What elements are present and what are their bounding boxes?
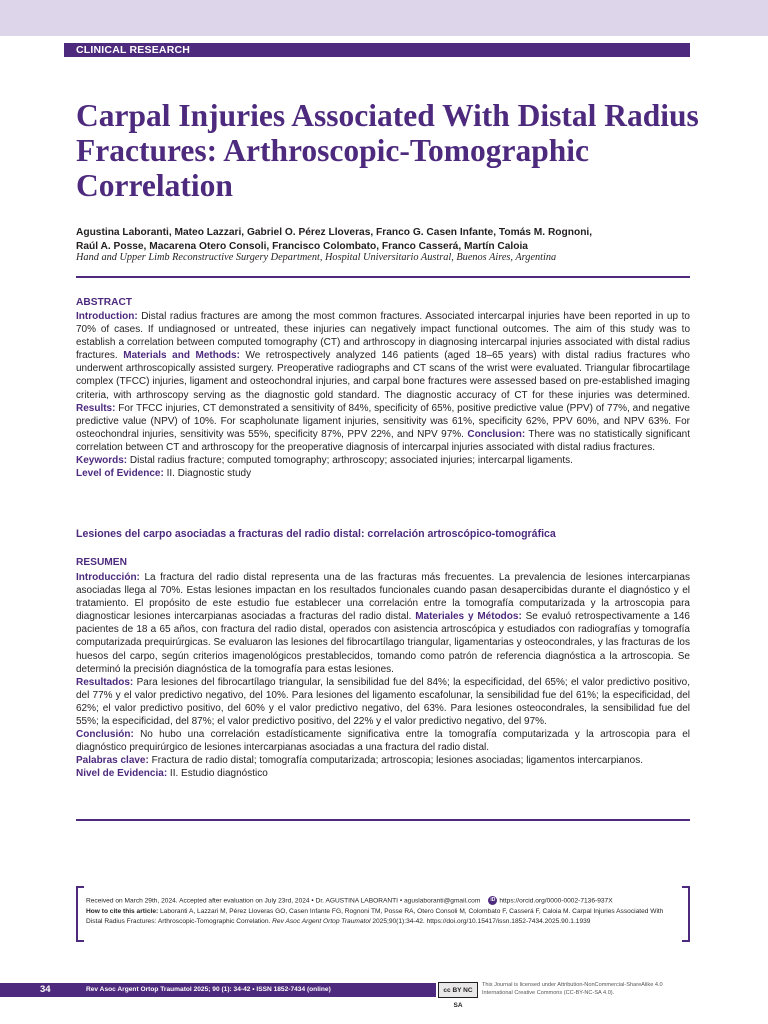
- keywords-label: Keywords:: [76, 455, 128, 467]
- abstract-results-label: Results:: [76, 402, 116, 414]
- cc-badge-text: cc BY NC SA: [443, 987, 473, 1009]
- resumen-intro-label: Introducción:: [76, 572, 140, 583]
- citation: [86, 907, 676, 928]
- level-text: II. Diagnostic study: [163, 468, 252, 480]
- abstract-methods-text: We retrospectively analyzed 146 patients (aged 18–65 years) with distal radius fractures who underwent arthroscopically assisted surgery. Preoperative radiographs and CT scans of the wrist were evaluated. Triangular fibrocartilage complex (TFCC) injuries, ligament and osteochondral injuries, and carpal bone fractures were assessed based on pre-established imaging criteria, with arthroscopy serving as the diagnostic gold standard. The diagnostic accuracy of CT for these injuries was determined.: [76, 350, 690, 401]
- right-bracket: [682, 886, 690, 942]
- resumen-methods-text: Se evaluó retrospectivamente a 146 pacientes de 18 a 65 años, con fractura del radio distal, operados con asistencia artroscópica y estudiados con radiografías y tomografía computarizada prequirúrgicas. Se evaluaron las lesiones del fibrocartílago triangular, ligamentarias y osteocondrales, y las fracturas de los huesos del carpo, según criterios imagenológicos prestablecidos, tomando como patrón de referencia diagnóstica a la artroscopia. Se determinó la precisión diagnóstica de la tomografía para estas lesiones.: [76, 611, 690, 675]
- divider-top: [76, 276, 690, 278]
- abstract-keywords: [76, 454, 690, 467]
- creative-commons-icon[interactable]: [438, 982, 478, 1009]
- keywords-text: Distal radius fracture; computed tomography; arthroscopy; associated injuries; intercarpal ligaments.: [127, 455, 573, 467]
- page-number: 34: [40, 984, 51, 995]
- received-line: [86, 896, 676, 907]
- article-info-box: [76, 886, 690, 942]
- cite-journal: Rev Asoc Argent Ortop Traumatol: [272, 918, 371, 926]
- orcid-link[interactable]: https://orcid.org/0000-0002-7136-937X: [499, 897, 613, 905]
- author-list: [76, 226, 696, 253]
- resumen-conclusion-label: Conclusión:: [76, 729, 134, 741]
- abstract-body: [76, 310, 690, 480]
- license-text: This Journal is licensed under Attribution-NonCommercial-ShareAlike 4.0 International Creative Commons (CC-BY-NC-SA 4.0).: [482, 982, 663, 996]
- cite-label: How to cite this article:: [86, 907, 159, 915]
- palabras-clave-label: Palabras clave:: [76, 755, 149, 767]
- abstract-level: [76, 467, 690, 480]
- resumen-level: [76, 767, 690, 780]
- footer-bar: [0, 983, 436, 997]
- journal-reference: Rev Asoc Argent Ortop Traumatol 2025; 90 (1): 34-42 • ISSN 1852-7434 (online): [86, 986, 331, 993]
- level-label: Level of Evidence:: [76, 468, 164, 480]
- affiliation: Hand and Upper Limb Reconstructive Surgery Department, Hospital Universitario Austral, Buenos Aires, Argentina: [76, 252, 557, 263]
- article-title: Carpal Injuries Associated With Distal Radius Fractures: Arthroscopic-Tomographic Correlation: [76, 98, 699, 203]
- resumen-keywords: [76, 754, 690, 767]
- section-label: CLINICAL RESEARCH: [76, 44, 191, 56]
- abstract-results-text: For TFCC injuries, CT demonstrated a sensitivity of 84%, specificity of 65%, positive predictive value (PPV) of 77%, and negative predictive value (NPV) of 10%. For scapholunate ligament injuries, sensitivity was 61%, specificity 62%, PPV 60%, and NPV 63%. For osteochondral injuries, sensitivity was 55%, specificity 87%, PPV 22%, and NPV 97%.: [76, 402, 690, 440]
- received-text: Received on March 29th, 2024. Accepted after evaluation on July 23rd, 2024 • Dr. AGUSTINA LABORANTI • aguslaboranti@gmail.com: [86, 897, 481, 905]
- spanish-title: Lesiones del carpo asociadas a fracturas del radio distal: correlación artroscópico-tomográfica: [76, 528, 556, 540]
- abstract-intro-label: Introduction:: [76, 311, 138, 322]
- resumen-results-text: Para lesiones del fibrocartílago triangular, la sensibilidad fue del 84%; la especificidad, del 65%; el valor predictivo positivo, del 77% y el valor predictivo negativo, del 10%. Para lesiones del ligamento escafolunar, la sensibilidad fue del 61%; la especificidad, del 62%; el valor predictivo positivo, del 60% y el valor predictivo negativo, del 63%. Para lesiones osteocondrales, la sensibilidad fue del 55%; la especificidad, del 87%; el valor predictivo positivo, del 22% y el valor predictivo negativo, del 97%.: [76, 676, 690, 728]
- authors-line-2: Raúl A. Posse, Macarena Otero Consoli, Francisco Colombato, Franco Casserá, Martín Caloia: [76, 240, 528, 252]
- abstract-methods-label: Materials and Methods:: [123, 350, 240, 362]
- resumen-conclusion-text: No hubo una correlación estadísticamente significativa entre la tomografía computarizada y la artroscopia para el diagnóstico prequirúrgico de lesiones intercarpianas asociadas a una fractura del radio distal.: [76, 729, 690, 754]
- resumen-conclusion: [76, 728, 690, 754]
- nivel-text: II. Estudio diagnóstico: [167, 768, 268, 780]
- cite-text: Laboranti A, Lazzari M, Pérez Lloveras GO, Casen Infante FG, Rognoni TM, Posse RA, Otero Consoli M, Colombato F, Casserá F, Caloia M. Carpal Injuries Associated With Distal Radius Fractures: Arthroscopic-Tomographic Correlation.: [86, 907, 664, 926]
- resumen-methods-label: Materiales y Métodos:: [415, 611, 522, 623]
- orcid-icon: iD: [490, 897, 496, 903]
- resumen-results-label: Resultados:: [76, 676, 134, 688]
- cite-doi[interactable]: 2025;90(1):34-42. https://doi.org/10.15417/issn.1852-7434.2025.90.1.1939: [370, 918, 591, 926]
- abstract-conclusion-text: There was no statistically significant correlation between CT and arthroscopy for the preoperative diagnosis of intercarpal injuries associated with distal radius fractures.: [76, 428, 690, 453]
- abstract-conclusion-label: Conclusion:: [467, 428, 526, 440]
- authors-line-1: Agustina Laboranti, Mateo Lazzari, Gabriel O. Pérez Lloveras, Franco G. Casen Infante, Tomás M. Rognoni,: [76, 227, 593, 238]
- abstract-heading: ABSTRACT: [76, 297, 133, 308]
- resumen-body: [76, 571, 690, 781]
- abstract-intro-text: Distal radius fractures are among the most common fractures. Associated intercarpal injuries have been reported in up to 70% of cases. If undiagnosed or untreated, these injuries can negatively impact functional outcomes. The aim of this study was to establish a correlation between computed tomography (CT) and arthroscopy in diagnosing intercarpal injuries associated with distal radius fractures.: [76, 311, 690, 362]
- top-color-band: [0, 0, 768, 36]
- resumen-results: [76, 676, 690, 728]
- divider-bottom: [76, 819, 690, 821]
- left-bracket: [76, 886, 84, 942]
- resumen-intro-text: La fractura del radio distal representa una de las fracturas más frecuentes. La prevalencia de lesiones intercarpianas asociadas llega al 70%. Estas lesiones impactan en los resultados funcionales cuando pasan desapercibidas durante el diagnóstico y el tratamiento. El propósito de este estudio fue establecer una correlación entre la tomografía computarizada y la artroscopia para diagnosticar lesiones intercarpianas asociadas a fracturas del radio distal.: [76, 572, 690, 623]
- nivel-label: Nivel de Evidencia:: [76, 768, 168, 780]
- palabras-clave-text: Fractura de radio distal; tomografía computarizada; artroscopia; lesiones asociadas; ligamentos intercarpianos.: [148, 755, 643, 767]
- section-header-bar: [64, 43, 690, 57]
- article-info-text: [86, 896, 676, 928]
- resumen-heading: RESUMEN: [76, 557, 127, 568]
